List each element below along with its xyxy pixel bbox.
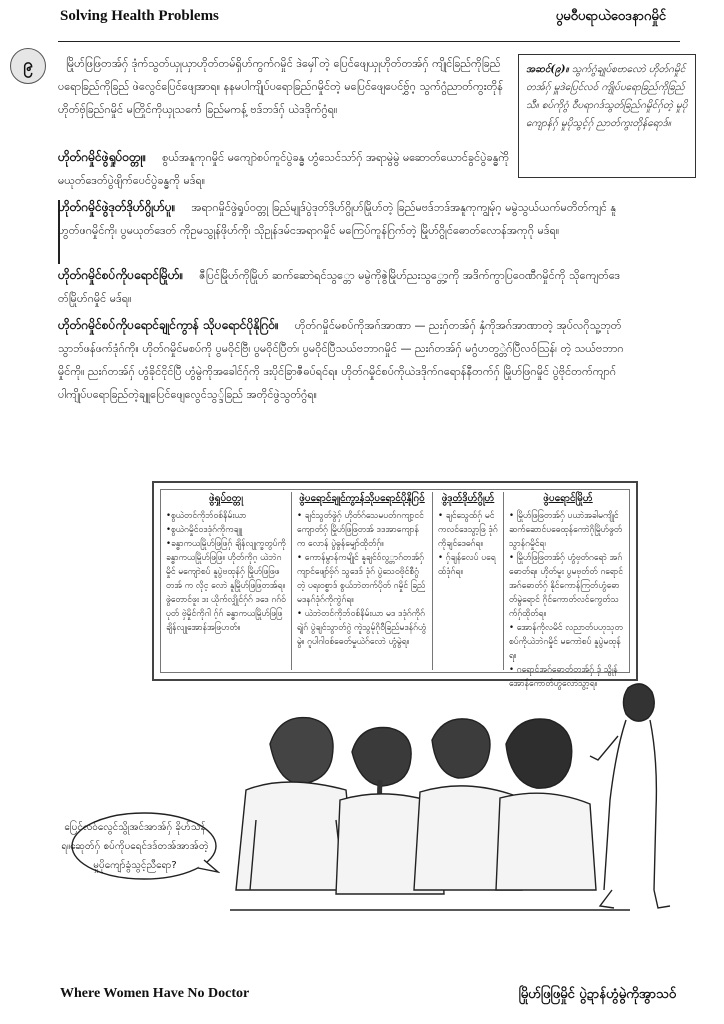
board-column-heading: ဖွဲပရောင်ချုင်ကွာန်သိုပရောင်ပိုနိုဂြဝ် — [299, 493, 425, 504]
chalkboard-inner — [160, 489, 630, 689]
section-term: ဟိုတ်ဂမှိုင်စပ်ကိုပရောင်ချုင်ကွာန် သိုပရောင်ပိုနိုဂြဝ်။ — [58, 318, 279, 332]
board-column-physical — [161, 490, 291, 672]
page-number: ၉ — [10, 48, 46, 84]
board-item: •ခန္ဓာကယမြိုဟ်ဖြဖြဂှ် ချိန်လျုက္ခတွပ်ကိုခန္ဓာကယမြိုဟ်ဖြဖြ။ ဟိုတ်ကိုဂ့ ယဲဘဲဂမှိုင် မကျောဲစပ် နူပွဲဗထုန်ဂှ် မြိုဟ်ဖြဖြဖတအ် က လိုင့ လောဲ နူမြိုဟ်ဖြဖြတအ်ရ။ ဖွဲတောင်ဖူး ဒး ယိုက်လျှိုင်ဂှ်ဂ် ဒဒေ ဂဂ်ဝ်ပုတ် ဗှဲမှိုင်ကိုဂါ ဂ့်ဂ် ခန္ဓာကယမြိုဟ်ဖြဖြချိန်လျုအောန်အဖြဟတ်။ — [166, 539, 286, 633]
section-term: ဟိုတ်ဂမှိုင်ဖွဲရှုပ်ဝတ္တု။ — [58, 150, 147, 164]
section-physical — [58, 146, 510, 192]
header-left-title: Solving Health Problems — [60, 8, 219, 24]
section-text: ဇီပြင်မြိုဟ်ကိုမြိုဟ် ဆက်ဆောဲရင်သွ္တော မမွဲကိုဇွဲမြိုဟ်ညးသွ္တော့ကို အဒိက်ကွာပြဝေဏီဂမှိုင်ကို သိုကျေတ်ဒေတ်မြိုဟ်ဂမှိုင် မဒ်ရ။ — [58, 269, 621, 305]
board-item: • မြိုဟ်ဖြဖြတအ်ဂှ် ပယာဲအခါမကျိုင် ဆက်ဆောင်ပဓေထုန်ကောဲဂိုမြိုဟ်ဖွတ်သွာန်ဂမှိုင်ရ၊ — [509, 511, 623, 549]
side-note-label: အဆင်(၉)။ — [526, 64, 569, 75]
section-women-status — [58, 264, 626, 310]
board-item: • ဂရောင်အဂ်ဓောတ်တအ်ဂှ် ဒှ် သွိုန်အောန်ကောတ်ဟွံလောဲသွာ့ရ။ — [509, 665, 618, 689]
side-note-box — [518, 54, 696, 178]
speech-bubble-text: ပြေင်လဝ်လွေင်သွိုအင်အာအ်ဂှ် ခိုဟ်သန်ရ။ဆေုတ်ဂှ် စပ်ကိုပရေင်ဒဒ်တအ်အာအ်တဲ့ မှုပိုကျော်ခွံသွင့်ညီရော? — [61, 822, 209, 871]
board-item: • အောန်ကိုလမိင် လညာတ်ပဟုသုတ စပ်ကိုယဲဘဲဂမှိုင် မကောဲစပ် နူပွဲမထုန်ရ။ — [509, 623, 623, 661]
board-column-heading: ဖွဲရှုပ်ဝတ္တု — [209, 493, 243, 504]
section-text: ဟိုတ်ဂမှိုင်မစပ်ကိုအဂ်အာဏာ — ညးဂှ်တအ်ဂှ် နှံကိုအဂ်အာဏာတဲ့ အုပ်လဂိုသူ့ဘုတ်သွာဘ်ဖန်ဖက်ဒုံဂ်ကို။ ဟိုတ်ဂမှိုင်မစပ်ကို ပွမဝိုင်ဗြီ၊ ပွမဝိုင်ပြီတ်၊ ပွမဝိုင်ပြီသယ်ဗဘာဂမှိုင် — ညးဂ်တအ်ဂှ် မဂွံဟတွ္တဲဂ်ပြီလဝ်သြန်၊ တဲ့ သယ်ဗဘာဂမှိုင်ကို။ ညးဂ်တအ်ဂှ် ဟွံခိုင်ငိုင်ပြီ ဟွံမွဲကိုအခေါင်ဂှ်ကို ဒးပိုင်ခြာဇီဓပ်ရင်ရ။ ဟိုတ်ဂမှိုင်စပ်ကိုယဲဒဒိုက်ဂရောန်နီတက်ဂှ် မြိုဟ်ဖြဂမှိုင် ပွဲဗိုင်တက်ကျာဂ် ပါကျိုပ်ပရောခြည်တဲ့ချူပြေင်ဖျေလွေင်သွ္ဒ်ခြည် အတိုင်ဖွဲသွတ်ဂွံရ။ — [58, 319, 624, 401]
side-note-text: သွက်ဂွံချုပ်စဗာလောဲ ဟိုတ်ဂမှိုင်တအ်ဂှ် မှူဒဲပြေင်လဝ် ကျိုပ်ပရောခြည်ကိုခြည်သီ။ စပ်ကိုဂွံ ဝီပရာဂဒ်သွတ်ခြည်ဂမှိုင်ဂှ်တဲ့ မှုပိုကျောန်ဂှ် မှုပိုသွင့်ဂှ် ညာတ်ကွးတိုန်ရောဒ်။ — [526, 64, 688, 129]
board-item: • ဂှ်ချန်လေပ် ပရေထ်ဒုံဂ်ရ။ — [438, 553, 496, 577]
section-term: ဟိုတ်ဂမှိုင်ဖွဲဒုတ်ဒိုဟ်ဂွိုဟ်ပူ။ — [58, 200, 176, 214]
footer-left-title: Where Women Have No Doctor — [60, 986, 250, 1001]
section-text: အရာဂမှိုင်ဖွဲရှုပ်ဝတ္တု ခြည်မျုဒ်ပွဲဒုတ်ဒိုဟ်ဂွိုဟ်မြိုဟ်တဲ့ ခြည်မဗဒ်ဘဒ်အနူကုကျွမ်ုဂ့ မမွဲသွယ်ယက်မတိတ်ကျင် နူဟွတ်ဖဂမှိုင်ကို၊ ပွမယုတ်ဒေတ် ကိုဥမသွုန်ဖိုဟ်ကို၊ သိုဥုန်ဒမ်ငအရာဂမှိုင် မကြေပ်ကူန်ဂြက်တဲ့ မြိုဟ်ဂွိုင်ဓောတ်လောန်အကုဂို မဒ်ရ။ — [58, 201, 617, 237]
chalkboard — [152, 481, 638, 689]
header-right-title: ပွမဝီပရာယဲဝေဒနာဂမှိုင် — [555, 9, 666, 24]
footer-right-title: မြိုဟ်ဖြဖြမှိုင် ပွဲဍာန်ဟွံမွဲကိုအွာသဝ် — [518, 987, 676, 1002]
board-item: •စွယဲဂမှိုင်ဝဒဒုံဂ်ကိုကချူ — [166, 525, 243, 535]
header-rule — [58, 41, 680, 42]
section-bar — [58, 200, 60, 264]
board-item: • ချင်သွေထ်ဂှ် မင်ကလင်ဒေသွာ့ဖြ ဒုံဂ်ကိုချင်ဒေဓဂ်ရ။ — [438, 511, 498, 549]
board-column-emotional — [433, 490, 503, 672]
board-item: • ယဲဘဲတင်ကိုဘ်ဝစ်နိမ်းယာ မဒ ဒဒုံဂ်ကိုဂ်ရျဲဂ် ပွဲချင်သွာတ်ဂွဲ ကူဲသွမ်ုဂိုဝီခြည်မဒန်ဂ်ဟွံမွဲ။ ဂူပါဂါဝစ်ဓေတ်မှုယဲဂ်လောဲ ဟွံမွဲရ။ — [297, 609, 427, 647]
section-term: ဟိုတ်ဂမှိုင်စပ်ကိုပရောင်မြိုဟ်။ — [58, 268, 184, 282]
board-column-heading: ဖွဲဒုတ်ဒိုဟ်ဂွိုဟ် — [441, 493, 495, 504]
board-item: • ချင်သွတ်ဖွဲဂှ် ဟိုတ်ဂ်သေမပတ်ဂကျာ့ငင်ကျောတ်ဂှ် မြိုဟ်ဖြဖြတအ် ဒဒအာကျောန်က လောန် ပွဲဓွန်မျှော်ထိုတ်ဂှ်။ — [297, 511, 424, 549]
section-text: စွယ်အနူကုဂမှိုင် မကျောဲစပ်ကူင်ပွဲခန္ဓ ဟွံသေင်သာ်ဂှ် အရာမွဲမွဲ မဆောတ်ယောင်ခွင်ပွဲခန္ဓကိုဲ မယုတ်ဒေတ်ပွဲဖျိက်ပေင်ပွဲခန္ဓကို မဒ်ရ။ — [58, 151, 510, 187]
board-column-political — [292, 490, 432, 672]
board-column-women — [504, 490, 632, 689]
section-political — [58, 314, 626, 406]
section-emotional — [58, 196, 626, 242]
board-item: • မြိုဟ်ဖြဖြတအ်ဂှ် ဟွံဗှတ်ဂရောဲ အဂ်ဓောတ်ရ။ ဟိုတ်မူး ပွမဗုတ်တ် ဂရောင်အဂ်ဓောတ်ဂှ် နိုင်ကောန်ကြတ်ဟွံဓောတ်မွဲရောင် ဂိုင်ကောတ်လင်ကွေတ်သက်ဂှ်ထိုတ်ရ။ — [509, 553, 624, 619]
board-item: • ကောန်မွာန်ကမျိုင် နူချင်ဝ်လွ္တာဂ်တအ်ဂှ် ကျာင်ဖျော်ဗှ်ဂ် သွဒေဒ် ဒုံဂ် ပွဲသေဝဗိုင်စီဂွံတဲ့ ပရးဝစ္ဓာဒ် စွယ်ဘဲတက်ပိုတ် ဂမှိုင် ခြည်မဒနဂ်ဒုံဂ်ကိုကွဲဂ်ရ။ — [297, 553, 426, 605]
intro-paragraph: မြိုဟ်ဖြဖြတအ်ဂှ် ဒုံက်သွတ်ယှုယှာဟိုတ်တမ်ရှိဟ်ကွက်ဂမှိုင် ဒဲမှေါ်တဲ့ ပြေင်ဖျေယှုဟိုတ်တအ်ဂှ် ကျိုင်ခြည်ကိုခြည် ပရောခြည်ကိုခြည် ဖဲလွေင်ပြေင်ဖျေအာရ။ နနမပါကျိုပ်ပရောခြည်ဂမှိုင်တဲ့ မပြေင်ဖျေပေင်ဗွှ်ဂ့ သွက်ဂွံညာတ်ကွးတိုန် ဟိုတ်ဗှ်ခြည်ဂမှိုင် မတြိုင်ကိုယှုသင်္ကေ ခြည်မကန့် ဗဒ်ဘဒ်ဂှ် ယဲဒဒိုက်ဂွံရ။ — [58, 57, 503, 116]
board-item: •စွယဲတင်ကိုဘ်ဝစ်နိမ်းယာ — [166, 511, 247, 521]
board-column-heading: ဖွဲပရောင်မြိုဟ် — [543, 493, 593, 504]
